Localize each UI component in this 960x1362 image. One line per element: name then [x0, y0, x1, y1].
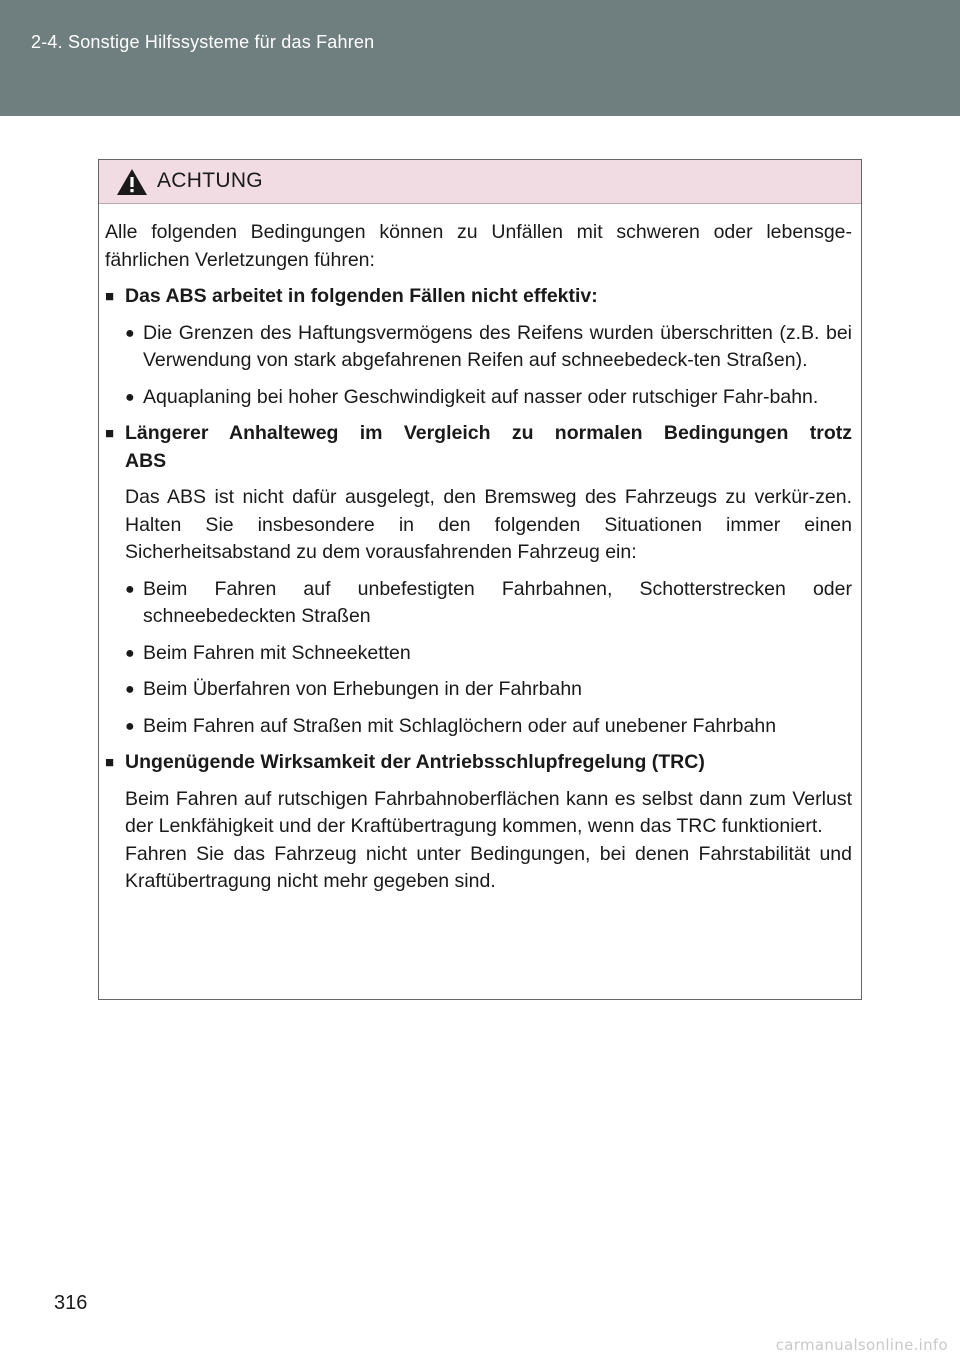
section-text: Fahren Sie das Fahrzeug nicht unter Bedingungen, bei denen Fahrstabilität und Kraftübertragung nicht mehr gegeben sind.: [125, 842, 852, 892]
section-heading: ■ Das ABS arbeitet in folgenden Fällen nicht effektiv:: [105, 283, 852, 311]
warning-title: ACHTUNG: [157, 169, 263, 192]
chapter-title: 2-4. Sonstige Hilfssysteme für das Fahren: [31, 32, 375, 52]
section-text: Das ABS ist nicht dafür ausgelegt, den Bremsweg des Fahrzeugs zu verkür-zen. Halten Sie insbesondere in den folgenden Situationen immer einen Sicherheitsabstand zu dem vorausfahrenden Fahrzeug ein:: [125, 486, 852, 563]
warning-body: [99, 204, 861, 896]
list-item: ● Beim Fahren mit Schneeketten: [125, 640, 852, 668]
round-bullet-icon: ●: [125, 717, 135, 735]
square-bullet-icon: ■: [105, 288, 115, 305]
chapter-header: [0, 0, 960, 116]
list-item: ● Die Grenzen des Haftungsvermögens des Reifens wurden überschritten (z.B. bei Verwendung von stark abgefahrenen Reifen auf schneebedeck-ten Straßen).: [125, 320, 852, 375]
list-item: ● Beim Überfahren von Erhebungen in der Fahrbahn: [125, 676, 852, 704]
section-body: [105, 320, 852, 412]
round-bullet-icon: ●: [125, 324, 135, 342]
list-item: ● Aquaplaning bei hoher Geschwindigkeit auf nasser oder rutschiger Fahr-bahn.: [125, 384, 852, 412]
square-bullet-icon: ■: [105, 754, 115, 771]
section-heading: ■ Ungenügende Wirksamkeit der Antriebsschlupfregelung (TRC): [105, 749, 852, 777]
round-bullet-icon: ●: [125, 388, 135, 406]
round-bullet-icon: ●: [125, 644, 135, 662]
section-body: [105, 484, 852, 740]
warning-box-header: [99, 160, 861, 204]
section-text: Beim Fahren auf rutschigen Fahrbahnoberflächen kann es selbst dann zum Verlust der Lenkfähigkeit und der Kraftübertragung kommen, wenn das TRC funktioniert.: [125, 787, 852, 837]
round-bullet-icon: ●: [125, 580, 135, 598]
watermark: carmanualsonline.info: [775, 1336, 948, 1354]
round-bullet-icon: ●: [125, 681, 135, 698]
list-item: ● Beim Fahren auf Straßen mit Schlaglöchern oder auf unebener Fahrbahn: [125, 713, 852, 741]
warning-triangle-icon: [116, 168, 148, 196]
warning-intro: Alle folgenden Bedingungen können zu Unfällen mit schweren oder lebensge-fährlichen Verletzungen führen:: [105, 221, 852, 271]
list-item: ● Beim Fahren auf unbefestigten Fahrbahnen, Schotterstrecken oder schneebedeckten Straßen: [125, 576, 852, 631]
page-number: 316: [54, 1292, 88, 1314]
section-body: [105, 786, 852, 896]
warning-box: [98, 159, 862, 1000]
section-heading: ■ Längerer Anhalteweg im Vergleich zu normalen Bedingungen trotz ABS: [105, 420, 852, 475]
square-bullet-icon: ■: [105, 425, 115, 442]
